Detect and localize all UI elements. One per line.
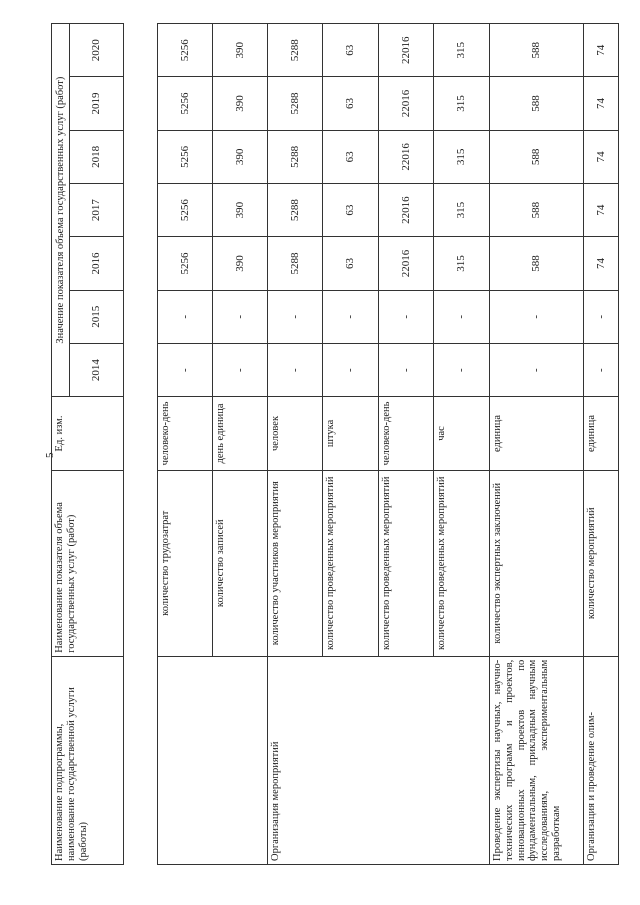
header-year: 2019 bbox=[70, 77, 124, 130]
value-cell: 588 bbox=[490, 77, 584, 130]
value-cell: - bbox=[584, 290, 619, 343]
value-cell: 588 bbox=[490, 237, 584, 290]
value-cell: 63 bbox=[323, 237, 379, 290]
value-cell: 390 bbox=[213, 130, 268, 183]
value-cell: 5256 bbox=[158, 24, 213, 77]
page-number: 5 bbox=[44, 452, 56, 458]
value-cell: 390 bbox=[213, 77, 268, 130]
indicator-cell: количество проведенных мероприятий bbox=[379, 470, 434, 656]
value-cell: 5288 bbox=[268, 184, 323, 237]
service-cell bbox=[158, 656, 268, 864]
value-cell: 5256 bbox=[158, 130, 213, 183]
value-cell: 315 bbox=[434, 77, 490, 130]
indicator-cell: количество трудозатрат bbox=[158, 470, 213, 656]
value-cell: 63 bbox=[323, 184, 379, 237]
header-year: 2015 bbox=[70, 290, 124, 343]
value-cell: - bbox=[268, 343, 323, 396]
value-cell: 5256 bbox=[158, 237, 213, 290]
value-cell: - bbox=[158, 343, 213, 396]
data-table bbox=[157, 23, 619, 865]
value-cell: 5288 bbox=[268, 77, 323, 130]
value-cell: 5288 bbox=[268, 237, 323, 290]
value-cell: 315 bbox=[434, 24, 490, 77]
service-cell: Организация мероприятий bbox=[268, 656, 490, 864]
value-cell: - bbox=[213, 290, 268, 343]
value-cell: 588 bbox=[490, 184, 584, 237]
value-cell: 74 bbox=[584, 237, 619, 290]
unit-cell: день единица bbox=[213, 397, 268, 470]
unit-cell: человек bbox=[268, 397, 323, 470]
value-cell: - bbox=[323, 343, 379, 396]
value-cell: - bbox=[490, 290, 584, 343]
indicator-cell: количество проведенных мероприятий bbox=[323, 470, 379, 656]
header-table bbox=[51, 23, 124, 865]
value-cell: - bbox=[434, 290, 490, 343]
value-cell: 22016 bbox=[379, 77, 434, 130]
value-cell: - bbox=[213, 343, 268, 396]
unit-cell: час bbox=[434, 397, 490, 470]
header-service: Наименование подпрограммы, наименование государственной услуги (работы) bbox=[52, 656, 124, 864]
value-cell: - bbox=[323, 290, 379, 343]
value-cell: 22016 bbox=[379, 24, 434, 77]
header-year: 2017 bbox=[70, 184, 124, 237]
service-cell: Организация и проведение олим- bbox=[584, 656, 619, 864]
value-cell: 588 bbox=[490, 130, 584, 183]
table-row bbox=[490, 24, 584, 865]
value-cell: 5288 bbox=[268, 130, 323, 183]
value-cell: 390 bbox=[213, 184, 268, 237]
header-year: 2014 bbox=[70, 343, 124, 396]
value-cell: - bbox=[379, 343, 434, 396]
indicator-cell: количество экспертных заключений bbox=[490, 470, 584, 656]
indicator-cell: количество участников мероприятия bbox=[268, 470, 323, 656]
value-cell: 74 bbox=[584, 24, 619, 77]
value-cell: 74 bbox=[584, 184, 619, 237]
value-cell: 315 bbox=[434, 130, 490, 183]
header-year: 2020 bbox=[70, 24, 124, 77]
unit-cell: единица bbox=[490, 397, 584, 470]
value-cell: 22016 bbox=[379, 184, 434, 237]
unit-cell: штука bbox=[323, 397, 379, 470]
value-cell: 315 bbox=[434, 237, 490, 290]
indicator-cell: количество записей bbox=[213, 470, 268, 656]
value-cell: 588 bbox=[490, 24, 584, 77]
value-cell: 22016 bbox=[379, 130, 434, 183]
value-cell: - bbox=[490, 343, 584, 396]
indicator-cell: количество проведенных мероприятий bbox=[434, 470, 490, 656]
value-cell: 22016 bbox=[379, 237, 434, 290]
service-cell: Проведение экспертизы научных, научно-технических программ и проектов, инновационных проектов по фундаментальным, прикладным научным исследованиям, экспериментальным разработкам bbox=[490, 656, 584, 864]
value-cell: 74 bbox=[584, 77, 619, 130]
value-cell: - bbox=[268, 290, 323, 343]
value-cell: 5256 bbox=[158, 77, 213, 130]
unit-cell: единица bbox=[584, 397, 619, 470]
value-cell: - bbox=[434, 343, 490, 396]
table-row bbox=[584, 24, 619, 865]
unit-cell: человеко-день bbox=[158, 397, 213, 470]
table-row bbox=[158, 24, 213, 865]
header-unit: Ед. изм. bbox=[52, 397, 124, 470]
value-cell: 5288 bbox=[268, 24, 323, 77]
header-year: 2018 bbox=[70, 130, 124, 183]
value-cell: - bbox=[379, 290, 434, 343]
value-cell: 390 bbox=[213, 24, 268, 77]
table-row bbox=[268, 24, 323, 865]
value-cell: 63 bbox=[323, 77, 379, 130]
value-cell: 74 bbox=[584, 130, 619, 183]
header-indicator: Наименование показателя объема государственных услуг (работ) bbox=[52, 470, 124, 656]
value-cell: 63 bbox=[323, 24, 379, 77]
value-cell: - bbox=[584, 343, 619, 396]
value-cell: 63 bbox=[323, 130, 379, 183]
header-values: Значение показателя объема государственных услуг (работ) bbox=[52, 24, 70, 397]
value-cell: 315 bbox=[434, 184, 490, 237]
header-year: 2016 bbox=[70, 237, 124, 290]
value-cell: 5256 bbox=[158, 184, 213, 237]
unit-cell: человеко-день bbox=[379, 397, 434, 470]
indicator-cell: количество мероприятий bbox=[584, 470, 619, 656]
value-cell: 390 bbox=[213, 237, 268, 290]
value-cell: - bbox=[158, 290, 213, 343]
